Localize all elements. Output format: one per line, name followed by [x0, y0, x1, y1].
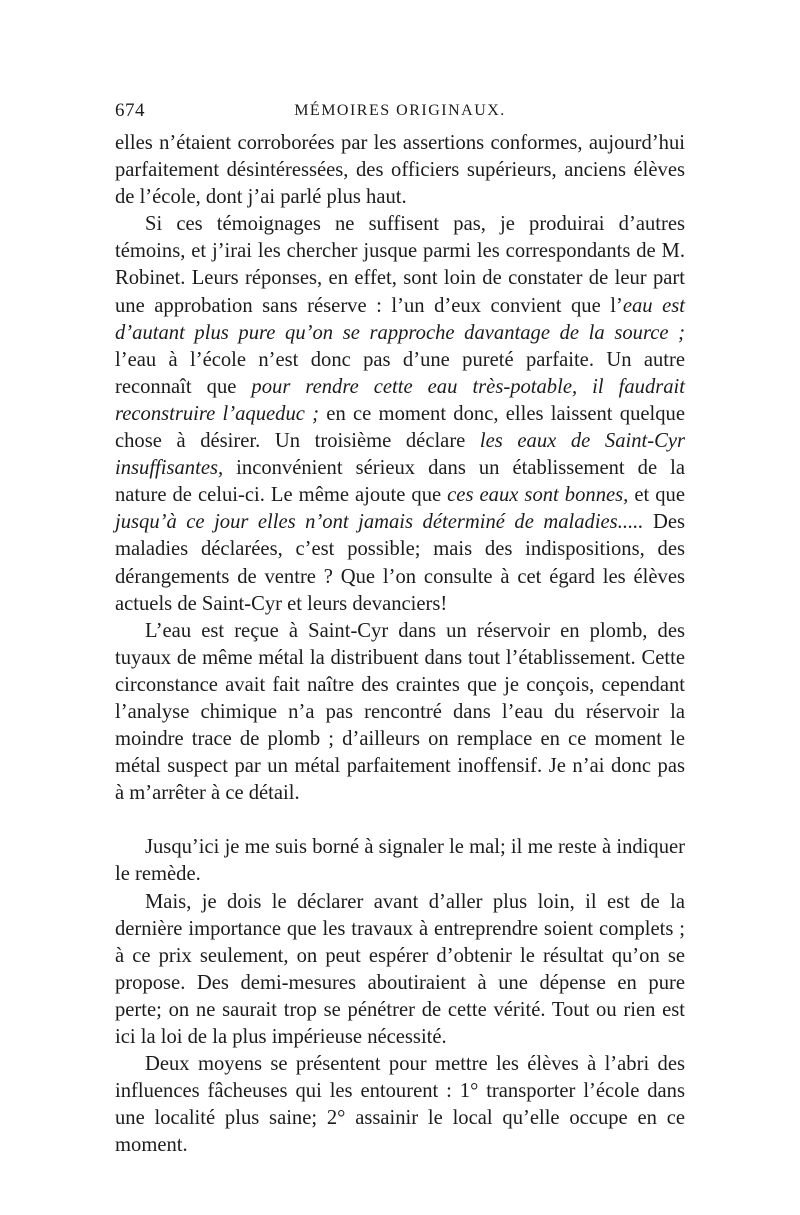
body-text: [115, 130, 685, 1159]
paragraph-2: Si ces témoignages ne suffisent pas, je produirai d’autres témoins, et j’irai les chercher jusque parmi les correspondants de M. Robinet. Leurs réponses, en effet, sont loin de constater de leur part une approbation sans réserve : l’un d’eux convient que l’eau est d’autant plus pure qu’on se rapproche davantage de la source ; l’eau à l’école n’est donc pas d’une pureté parfaite. Un autre reconnaît que pour rendre cette eau très-potable, il faudrait reconstruire l’aqueduc ; en ce moment donc, elles laissent quelque chose à désirer. Un troisième déclare les eaux de Saint-Cyr insuffisantes, inconvénient sérieux dans un établissement de la nature de celui-ci. Le même ajoute que ces eaux sont bonnes, et que jusqu’à ce jour elles n’ont jamais déterminé de maladies..... Des maladies déclarées, c’est possible; mais des indispositions, des dérangements de ventre ? Que l’on consulte à cet égard les élèves actuels de Saint-Cyr et leurs devanciers!: [115, 213, 686, 615]
running-title: MÉMOIRES ORIGINAUX.: [294, 102, 506, 119]
paragraph-5: Mais, je dois le déclarer avant d’aller plus loin, il est de la dernière importance que les travaux à entreprendre soient complets ; à ce prix seulement, on peut espérer d’obtenir le résultat qu’on se propose. Des demi-mesures aboutiraient à une dépense en pure perte; on ne saurait trop se pénétrer de cette vérité. Tout ou rien est ici la loi de la plus impérieuse nécessité.: [115, 890, 685, 1048]
paragraph-4: Jusqu’ici je me suis borné à signaler le mal; il me reste à indiquer le remède.: [115, 836, 685, 886]
quote-insuffisantes: les eaux de Saint-Cyr insuffisantes,: [115, 430, 685, 480]
paragraph-3: L’eau est reçue à Saint-Cyr dans un réservoir en plomb, des tuyaux de même métal la distribuent dans tout l’établissement. Cette circonstance avait fait naître des craintes que je conçois, cependant l’analyse chimique n’a pas rencontré dans l’eau du réservoir la moindre trace de plomb ; d’ailleurs on remplace en ce moment le métal suspect par un métal parfaitement inoffensif. Je n’ai donc pas à m’arrêter à ce détail.: [115, 619, 685, 805]
page-number: 674: [115, 100, 145, 121]
paragraph-6: Deux moyens se présentent pour mettre les élèves à l’abri des influences fâcheuses qui les entourent : 1° transporter l’école dans une localité plus saine; 2° assainir le local qu’elle occupe en ce moment.: [115, 1053, 685, 1157]
paragraph-1: elles n’étaient corroborées par les assertions conformes, aujourd’hui parfaitement désintéressées, des officiers supérieurs, anciens élèves de l’école, dont j’ai parlé plus haut.: [115, 132, 685, 209]
page-header: [115, 98, 685, 130]
book-page: [115, 98, 685, 1159]
quote-maladies: jusqu’à ce jour elles n’ont jamais déterminé de maladies.....: [115, 511, 644, 534]
quote-eau-pure: eau est d’autant plus pure qu’on se rapproche davantage de la source ;: [115, 294, 686, 344]
quote-eaux-bonnes: ces eaux sont bonnes,: [447, 484, 629, 507]
quote-aqueduc: pour rendre cette eau très-potable, il faudrait reconstruire l’aqueduc ;: [115, 375, 685, 425]
